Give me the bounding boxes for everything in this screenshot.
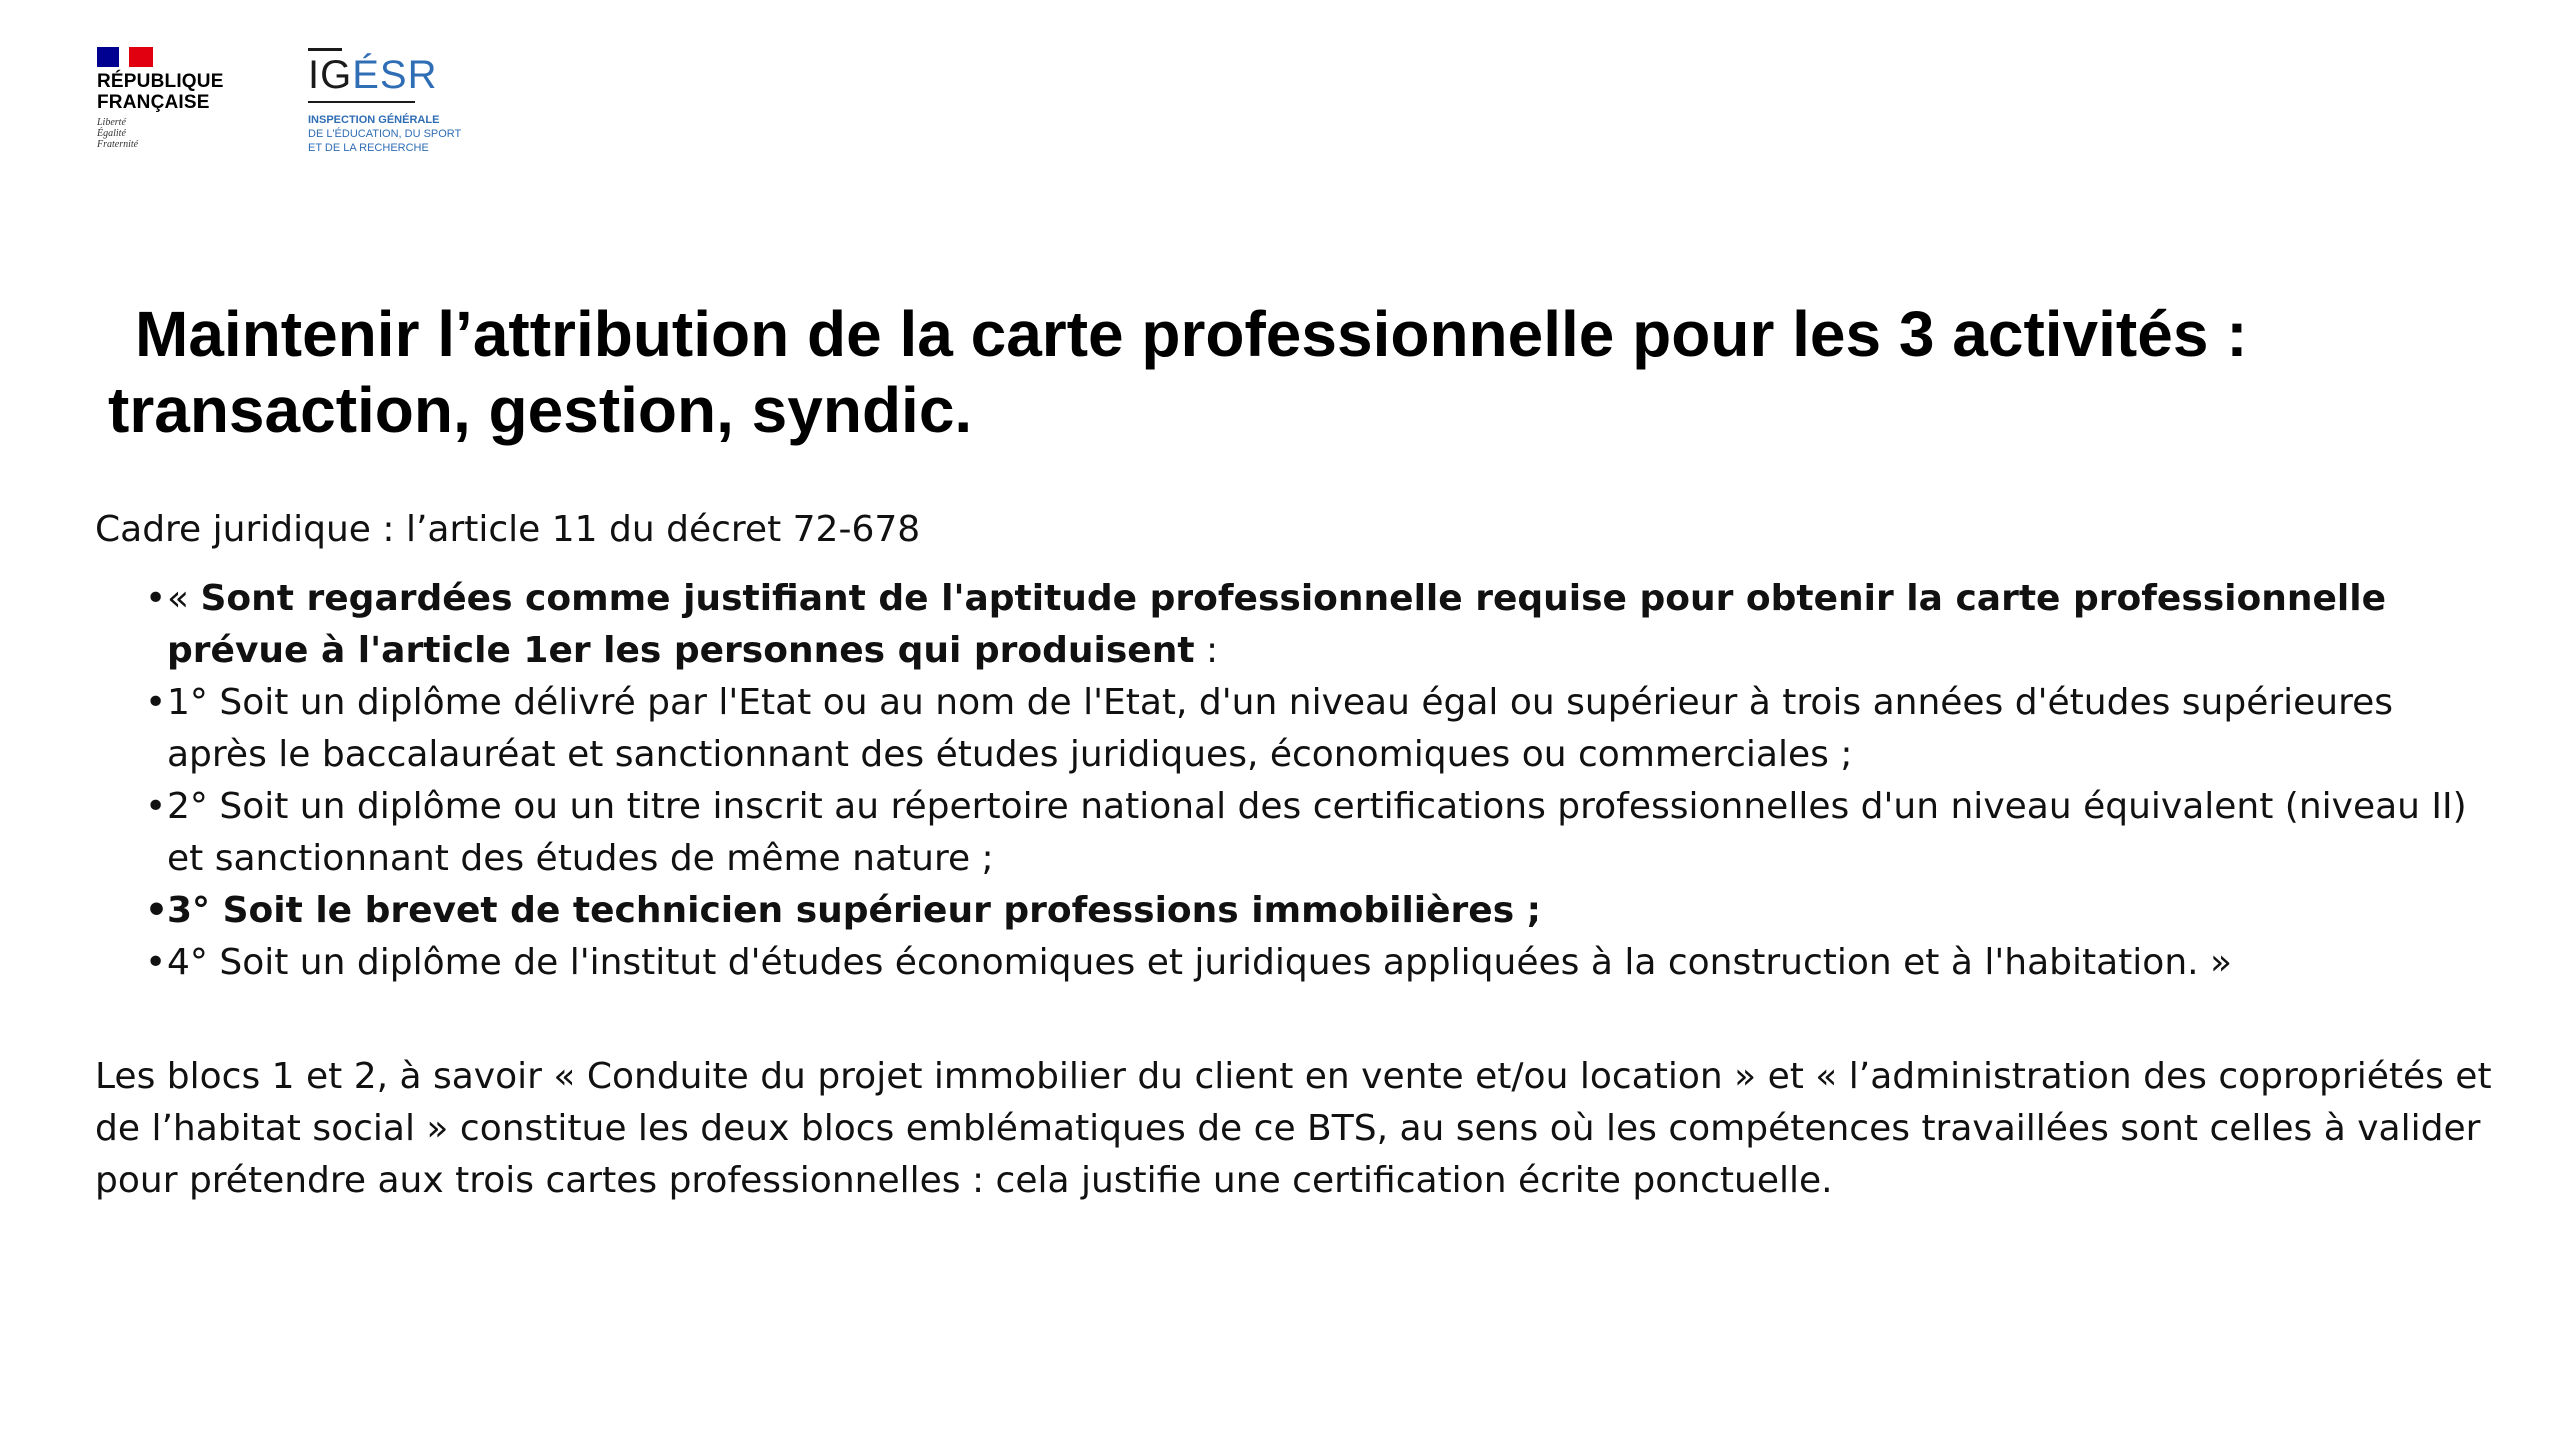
list-item-2: • 2° Soit un diplôme ou un titre inscrit au répertoire national des certifications professionnelles d'un niveau équivalent (niveau II) et sanctionnant des études de même nature ; xyxy=(145,781,2475,885)
igesr-sub-line2: DE L'ÉDUCATION, DU SPORT xyxy=(308,128,462,140)
republique-francaise-logo xyxy=(97,47,237,150)
logo-rf-line1: RÉPUBLIQUE xyxy=(97,71,224,92)
igesr-rule-top xyxy=(308,48,342,51)
logo-rf-line2: FRANÇAISE xyxy=(97,92,210,113)
igesr-logo xyxy=(308,48,508,155)
cadre-juridique: Cadre juridique : l’article 11 du décret 72-678 xyxy=(95,509,921,550)
french-flag-icon xyxy=(97,47,153,67)
igesr-sub-line3: ET DE LA RECHERCHE xyxy=(308,142,429,154)
igesr-wordmark: IGÉSR xyxy=(308,53,438,97)
igesr-rule xyxy=(308,101,415,103)
igesr-sub-line1: INSPECTION GÉNÉRALE xyxy=(308,114,440,126)
slide-title xyxy=(108,296,2488,448)
logo-rf-motto: Liberté Égalité Fraternité xyxy=(97,117,139,150)
slide-title-line2: transaction, gestion, syndic. xyxy=(108,374,973,446)
list-item-intro: • « Sont regardées comme justifiant de l'aptitude professionnelle requise pour obtenir la carte professionnelle prévue à l'article 1er les personnes qui produisent : xyxy=(145,573,2475,677)
list-item-4: • 4° Soit un diplôme de l'institut d'études économiques et juridiques appliquées à la construction et à l'habitation. » xyxy=(145,937,2475,989)
decree-quote-list xyxy=(145,573,2475,989)
slide-title-line1: Maintenir l’attribution de la carte professionnelle pour les 3 activités : xyxy=(135,298,2248,370)
blocs-paragraph: Les blocs 1 et 2, à savoir « Conduite du projet immobilier du client en vente et/ou location » et « l’administration des copropriétés et de l’habitat social » constitue les deux blocs emblématiques de ce BTS, au sens où les compétences travaillées sont celles à valider pour prétendre aux trois cartes professionnelles : cela justifie une certification écrite ponctuelle. xyxy=(95,1056,2492,1201)
list-item-1: • 1° Soit un diplôme délivré par l'Etat ou au nom de l'Etat, d'un niveau égal ou supérieur à trois années d'études supérieures après le baccalauréat et sanctionnant des études juridiques, économiques ou commerciales ; xyxy=(145,677,2475,781)
list-item-3: • 3° Soit le brevet de technicien supérieur professions immobilières ; xyxy=(145,885,2475,937)
